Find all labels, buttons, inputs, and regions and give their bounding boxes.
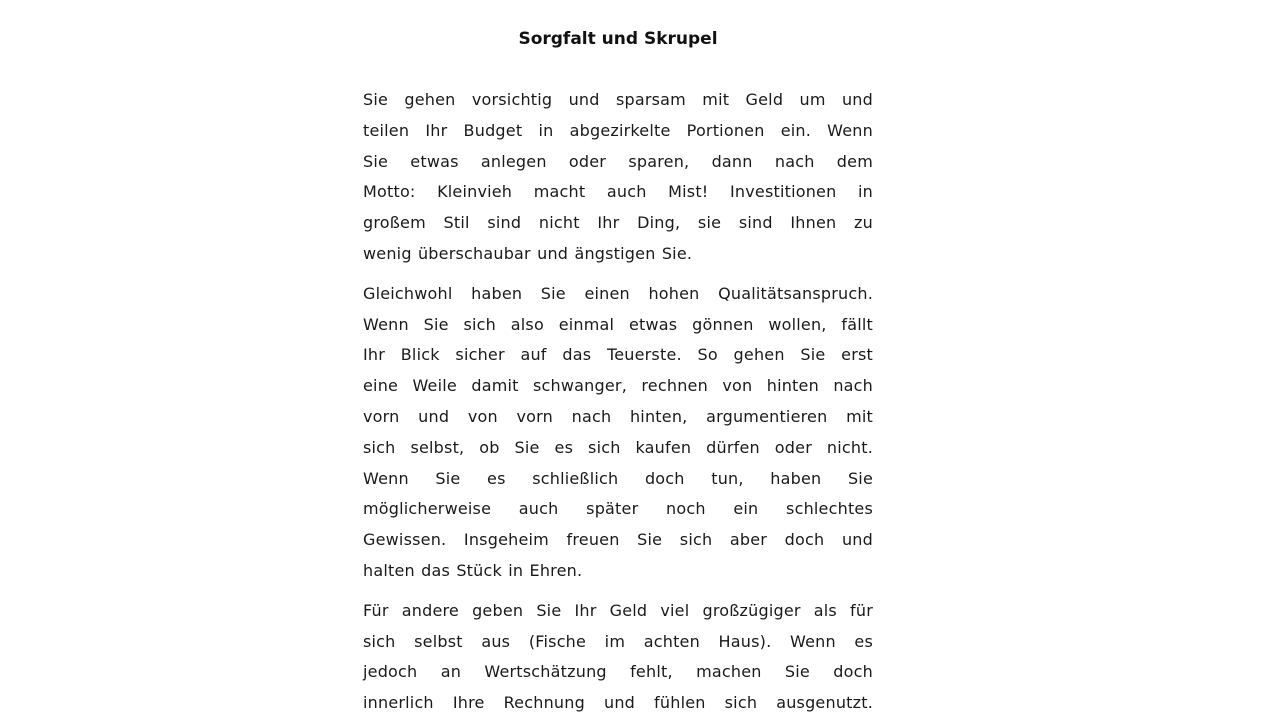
text-line: Wenn Sie sich also einmal etwas gönnen wollen, fällt bbox=[363, 314, 873, 334]
text-line: wenig überschaubar und ängstigen Sie. bbox=[363, 243, 693, 263]
text-line: eine Weile damit schwanger, rechnen von hinten nach bbox=[363, 376, 873, 396]
text-line: jedoch an Wertschätzung fehlt, machen Sie doch bbox=[363, 662, 873, 682]
text-line: Sie etwas anlegen oder sparen, dann nach dem bbox=[363, 151, 873, 171]
text-line: vorn und von vorn nach hinten, argumentieren mit bbox=[363, 406, 873, 426]
text-line: teilen Ihr Budget in abgezirkelte Portionen ein. Wenn bbox=[363, 120, 873, 140]
text-line: Gewissen. Insgeheim freuen Sie sich aber doch und bbox=[363, 530, 873, 550]
text-line: möglicherweise auch später noch ein schlechtes bbox=[363, 499, 873, 519]
text-line: sich selbst aus (Fische im achten Haus). Wenn es bbox=[363, 631, 873, 651]
paragraph-1 bbox=[363, 85, 873, 270]
text-line: Gleichwohl haben Sie einen hohen Qualitätsanspruch. bbox=[363, 283, 873, 303]
text-line: großem Stil sind nicht Ihr Ding, sie sind Ihnen zu bbox=[363, 213, 873, 233]
paragraph-3 bbox=[363, 596, 873, 719]
document-body bbox=[363, 85, 873, 728]
text-line: Ihr Blick sicher auf das Teuerste. So gehen Sie erst bbox=[363, 345, 873, 365]
paragraph-2 bbox=[363, 279, 873, 587]
text-line: Wenn Sie es schließlich doch tun, haben Sie bbox=[363, 468, 873, 488]
text-line: Motto: Kleinvieh macht auch Mist! Investitionen in bbox=[363, 182, 873, 202]
text-line: innerlich Ihre Rechnung und fühlen sich ausgenutzt. bbox=[363, 693, 873, 713]
text-line: Für andere geben Sie Ihr Geld viel großzügiger als für bbox=[363, 600, 873, 620]
text-line: sich selbst, ob Sie es sich kaufen dürfen oder nicht. bbox=[363, 437, 873, 457]
document-title: Sorgfalt und Skrupel bbox=[518, 29, 718, 49]
text-line: Sie gehen vorsichtig und sparsam mit Geld um und bbox=[363, 90, 873, 109]
text-line: halten das Stück in Ehren. bbox=[363, 560, 583, 580]
